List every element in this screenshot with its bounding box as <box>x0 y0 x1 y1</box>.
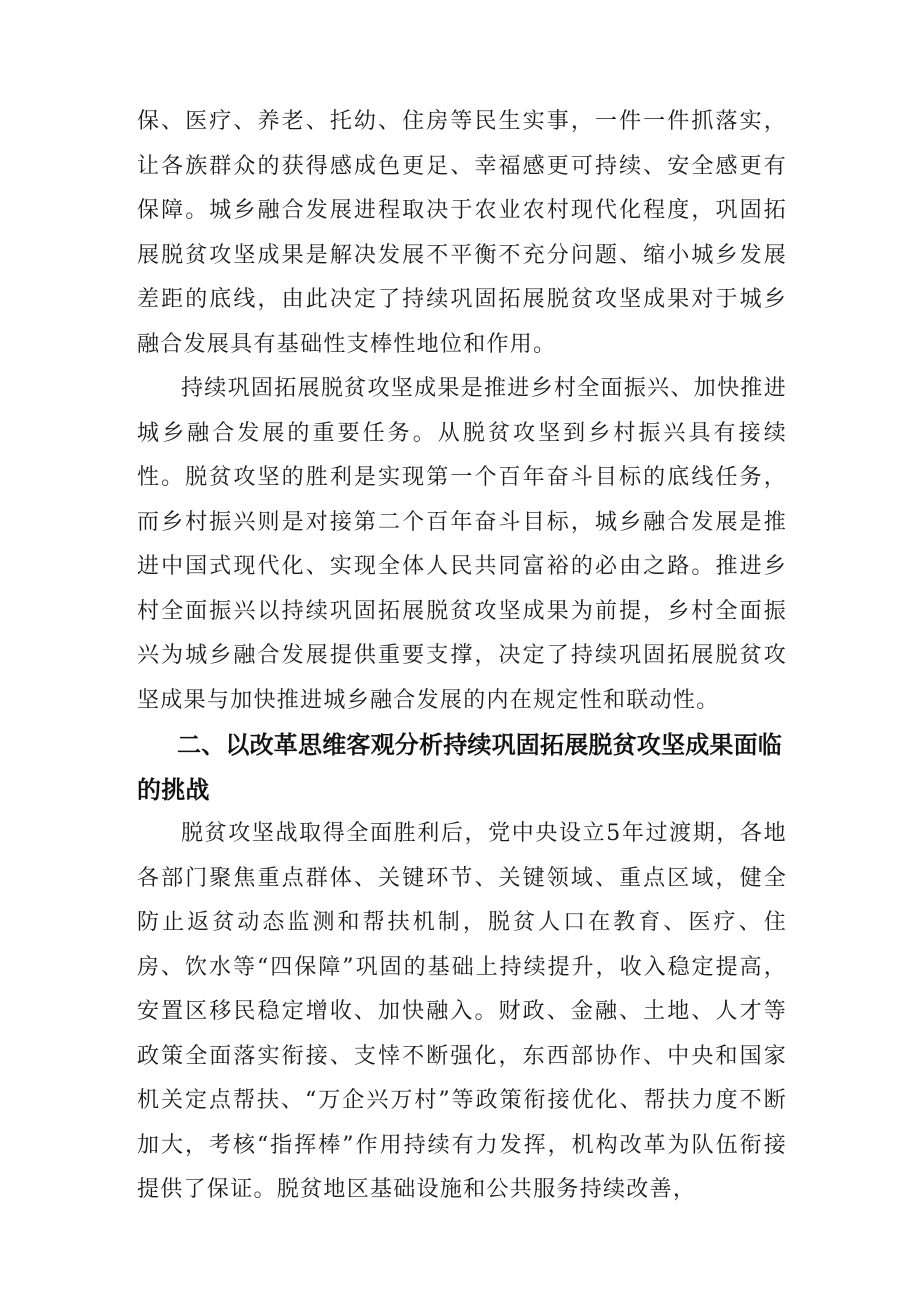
section-heading: 二、以改革思维客观分析持续巩固拓展脱贫攻坚成果面临的挑战 <box>137 731 782 804</box>
paragraph-3: 脱贫攻坚战取得全面胜利后，党中央设立5年过渡期，各地各部门聚焦重点群体、关键环节、关键领域、重点区域，健全防止返贫动态监测和帮扶机制，脱贫人口在教育、医疗、住房、饮水等“四保障”巩固的基础上持续提升，收入稳定提高，安置区移民稳定增收、加快融入。财政、金融、土地、人才等政策全面落实衔接、支悻不断强化，东西部协作、中央和国家机关定点帮扶、“万企兴万村”等政策衔接优化、帮扶力度不断加大，考核“指挥棒”作用持续有力发挥，机构改革为队伍衔接提供了保证。脱贫地区基础设施和公共服务持续改善， <box>137 821 787 1202</box>
paragraph-1: 保、医疗、养老、托幼、住房等民生实事，一件一件抓落实，让各族群众的获得感成色更足、幸福感更可持续、安全感更有保障。城乡融合发展进程取决于农业农村现代化程度，巩固拓展脱贫攻坚成果是解决发展不平衡不充分问题、缩小城乡发展差距的底线，由此决定了持续巩固拓展脱贫攻坚成果对于城乡融合发展具有基础性支棒性地位和作用。 <box>137 109 787 357</box>
paragraph-2: 持续巩固拓展脱贫攻坚成果是推进乡村全面振兴、加快推进城乡融合发展的重要任务。从脱贫攻坚到乡村振兴具有接续性。脱贫攻坚的胜利是实现第一个百年奋斗目标的底线任务，而乡村振兴则是对接第二个百年奋斗目标，城乡融合发展是推进中国式现代化、实现全体人民共同富裕的必由之路。推进乡村全面振兴以持续巩固拓展脱贫攻坚成果为前提，乡村全面振兴为城乡融合发展提供重要支撑，决定了持续巩固拓展脱贫攻坚成果与加快推进城乡融合发展的内在规定性和联动性。 <box>137 376 787 713</box>
document-body <box>137 100 787 1213</box>
